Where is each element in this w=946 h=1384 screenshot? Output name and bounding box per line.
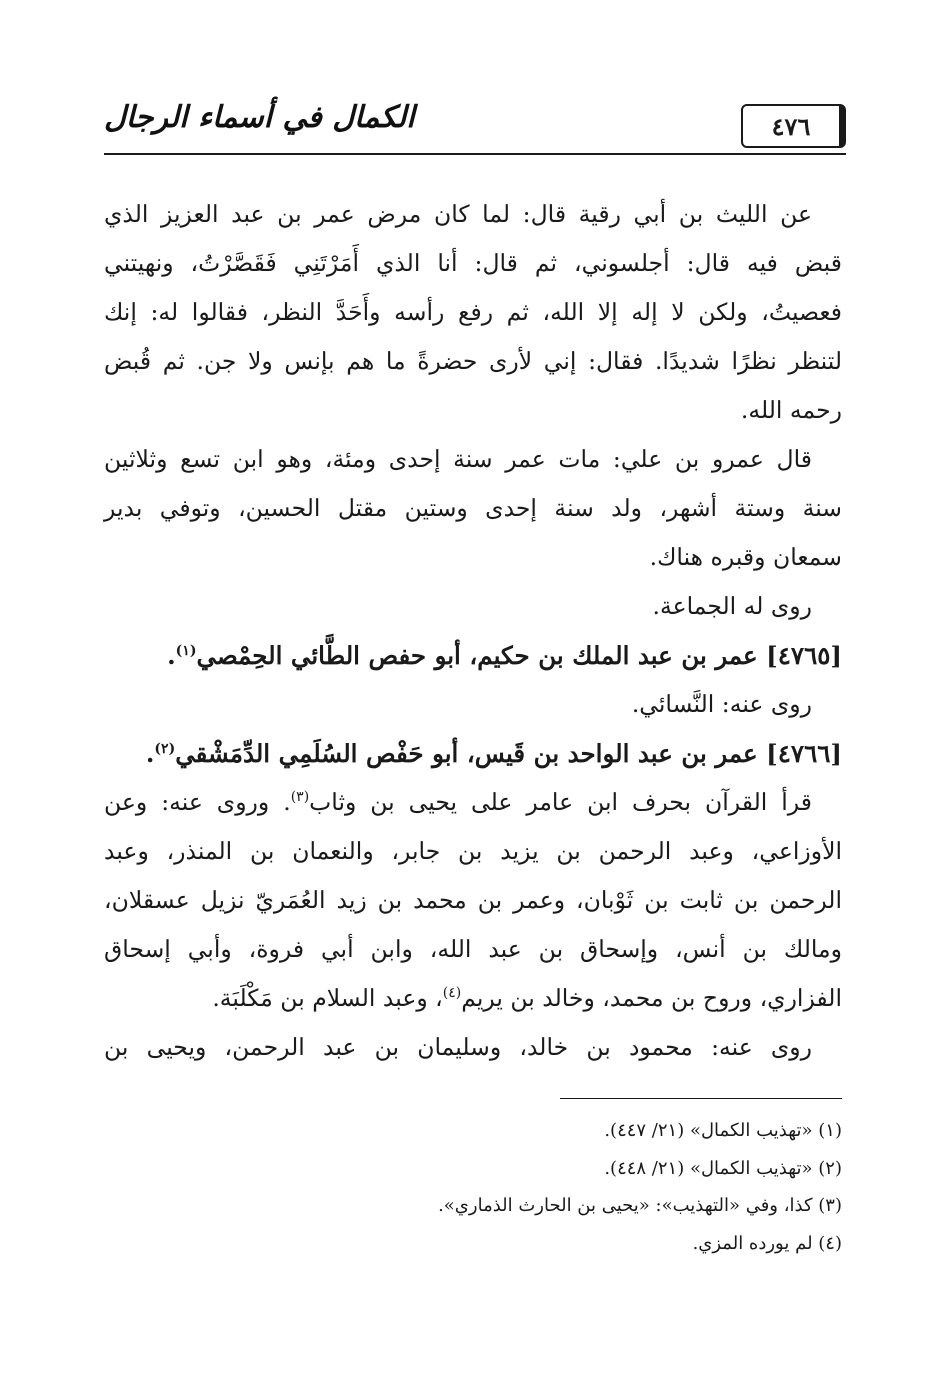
page-number: ٤٧٦ bbox=[741, 104, 846, 148]
text-line: رحمه الله. bbox=[740, 396, 842, 424]
header-divider bbox=[104, 153, 846, 155]
entry-4765 bbox=[104, 631, 842, 680]
entry-number: [٤٧٦٥] bbox=[766, 641, 842, 670]
footnote-1: (١) «تهذيب الكمال» (٢١/ ٤٤٧). bbox=[604, 1120, 842, 1141]
entry-name: عمر بن عبد الواحد بن قَيس، أبو حَفْص السُلَمِي الدِّمَشْقي bbox=[175, 739, 758, 768]
text-line: قال عمرو بن علي: مات عمر سنة إحدى ومئة، وهو ابن تسع وثلاثين bbox=[104, 445, 812, 473]
text-line: روى عنه: محمود بن خالد، وسليمان بن عبد الرحمن، ويحيى بن bbox=[104, 1033, 812, 1061]
text-line: سمعان وقبره هناك. bbox=[649, 543, 842, 571]
text-line: عن الليث بن أبي رقية قال: لما كان مرض عمر بن عبد العزيز الذي bbox=[104, 200, 812, 228]
paragraph-entry2-narrators bbox=[104, 1023, 842, 1072]
text-line: الأوزاعي، وعبد الرحمن بن يزيد بن جابر، والنعمان بن المنذر، وعبد bbox=[104, 837, 842, 865]
text-span: الفزاري، وروح بن محمد، وخالد بن يريم bbox=[461, 984, 842, 1012]
text-line: روى عنه: النَّسائي. bbox=[631, 690, 812, 718]
paragraph-entry2-biography bbox=[104, 778, 842, 1023]
text-line bbox=[104, 778, 842, 827]
paragraph-entry1-narrators bbox=[104, 680, 842, 729]
footnote-divider bbox=[560, 1098, 842, 1099]
text-line: الرحمن بن ثابت بن ثَوْبان، وعمر بن محمد بن زيد العُمَريّ نزيل عسقلان، bbox=[104, 886, 842, 914]
footnote-2: (٢) «تهذيب الكمال» (٢١/ ٤٤٨). bbox=[604, 1157, 842, 1179]
footnote-ref: (٣) bbox=[290, 789, 310, 806]
text-line: ومالك بن أنس، وإسحاق بن عبد الله، وابن أبي فروة، وأبي إسحاق bbox=[104, 935, 842, 963]
text-line: قبض فيه قال: أجلسوني، ثم قال: أنا الذي أَمَرْتَنِي فَقَصَّرْتُ، ونهيتني bbox=[104, 249, 842, 277]
text-line bbox=[104, 974, 842, 1023]
entry-heading: [٤٧٦٥] عمر بن عبد الملك بن حكيم، أبو حفص الطَّائي الحِمْصي$^{(١)}$. bbox=[167, 641, 842, 670]
footnote-ref: (٢) bbox=[154, 740, 176, 757]
paragraph-narrators bbox=[104, 582, 842, 631]
paragraph-death-account bbox=[104, 190, 842, 435]
entry-4766 bbox=[104, 729, 842, 778]
footnotes bbox=[104, 1112, 842, 1262]
text-span: . وروى عنه: وعن bbox=[104, 788, 291, 816]
text-span: ، وعبد السلام بن مَكْلَبَة. bbox=[212, 984, 443, 1012]
book-title: الكمال في أسماء الرجال bbox=[104, 100, 415, 135]
text-line: سنة وستة أشهر، ولد سنة إحدى وستين مقتل الحسين، وتوفي بدير bbox=[104, 494, 842, 522]
page-header bbox=[104, 92, 846, 154]
footnote-ref: (٤) bbox=[442, 985, 462, 1002]
text-line: فعصيتُ، ولكن لا إله إلا الله، ثم رفع رأسه وأَحَدَّ النظر، فقالوا له: إنك bbox=[104, 298, 842, 326]
footnote-3: (٣) كذا، وفي «التهذيب»: «يحيى بن الحارث الذماري». bbox=[438, 1195, 842, 1216]
text-line: روى له الجماعة. bbox=[652, 592, 812, 620]
paragraph-death-date bbox=[104, 435, 842, 582]
footnote-4: (٤) لم يورده المزي. bbox=[692, 1232, 842, 1254]
footnote-ref: (١) bbox=[175, 642, 197, 659]
entry-name: عمر بن عبد الملك بن حكيم، أبو حفص الطَّائي الحِمْصي bbox=[196, 641, 758, 670]
entry-number: [٤٧٦٦] bbox=[766, 739, 842, 768]
entry-heading: [٤٧٦٦] عمر بن عبد الواحد بن قَيس، أبو حَفْص السُلَمِي الدِّمَشْقي$^{(٢)}$. bbox=[145, 739, 842, 768]
text-line: لتنظر نظرًا شديدًا. فقال: إني لأرى حضرةً ما هم بإنس ولا جن. ثم قُبض bbox=[104, 347, 842, 375]
main-text bbox=[104, 190, 842, 1072]
text-span: قرأ القرآن بحرف ابن عامر على يحيى بن وثاب bbox=[309, 788, 812, 816]
